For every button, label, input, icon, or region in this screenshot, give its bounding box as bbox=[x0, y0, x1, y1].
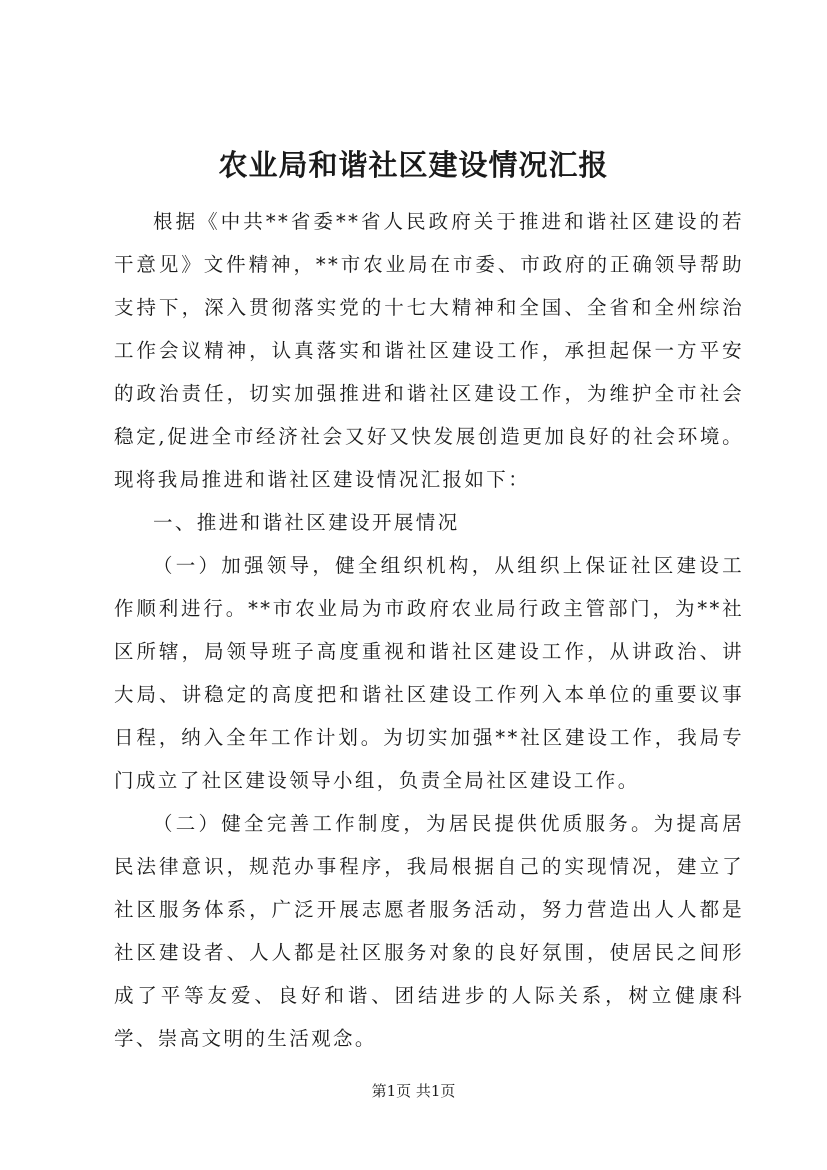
paragraph-intro: 根据《中共**省委**省人民政府关于推进和谐社区建设的若干意见》文件精神，**市农业局在市委、市政府的正确领导帮助支持下，深入贯彻落实党的十七大精神和全国、全省和全州综治工作会议精神，认真落实和谐社区建设工作，承担起保一方平安的政治责任，切实加强推进和谐社区建设工作，为维护全市社会稳定,促进全市经济社会又好又快发展创造更加良好的社会环境。现将我局推进和谐社区建设情况汇报如下： bbox=[114, 210, 744, 491]
page-footer: 第1页 共1页 bbox=[371, 1082, 456, 1100]
paragraph-system: （二）健全完善工作制度，为居民提供优质服务。为提高居民法律意识，规范办事程序，我局根据自己的实现情况，建立了社区服务体系，广泛开展志愿者服务活动，努力营造出人人都是社区建设者、人人都是社区服务对象的良好氛围，使居民之间形成了平等友爱、良好和谐、团结进步的人际关系，树立健康科学、崇高文明的生活观念。 bbox=[114, 812, 744, 1050]
document-title: 农业局和谐社区建设情况汇报 bbox=[218, 148, 609, 182]
document-body bbox=[114, 200, 744, 1060]
section-heading: 一、推进和谐社区建设开展情况 bbox=[153, 511, 460, 534]
paragraph-leadership: （一）加强领导，健全组织机构，从组织上保证社区建设工作顺利进行。**市农业局为市政府农业局行政主管部门，为**社区所辖，局领导班子高度重视和谐社区建设工作，从讲政治、讲大局、讲稳定的高度把和谐社区建设工作列入本单位的重要议事日程，纳入全年工作计划。为切实加强**社区建设工作，我局专门成立了社区建设领导小组，负责全局社区建设工作。 bbox=[114, 554, 744, 792]
